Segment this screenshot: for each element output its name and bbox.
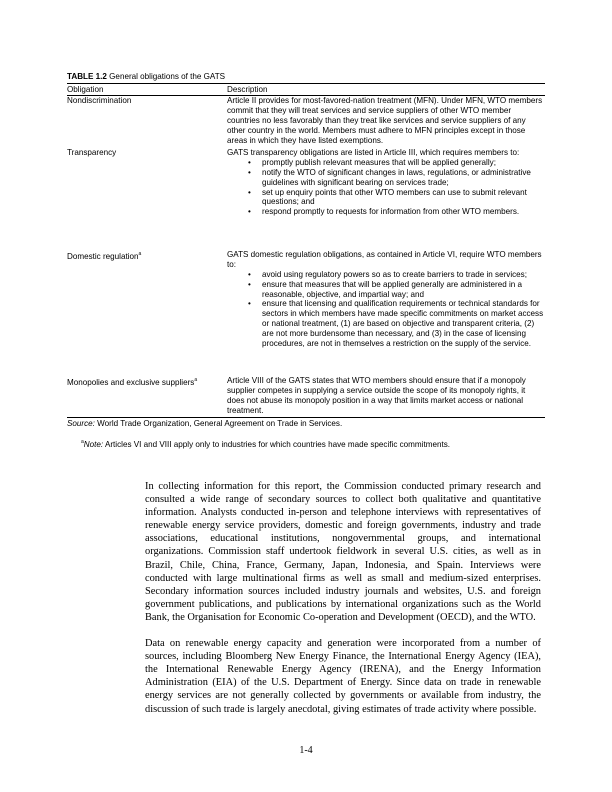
- body-paragraph: Data on renewable energy capacity and generation were incorporated from a number of sources, including Bloomberg New Energy Finance, the International Energy Agency (IEA), the International Renewable Energy Agency (IRENA), and the Energy Information Administration (EIA) of the U.S. Department of Energy. Since data on trade in renewable energy services are not generally collected by governments or available from industry, the discussion of such trade is largely anecdotal, giving estimates of trade activity where possible.: [145, 638, 541, 715]
- bullet-list: [227, 158, 545, 217]
- bullet-item: • set up enquiry points that other WTO members can use to submit relevant questions; and: [248, 188, 545, 208]
- bullet-list: [227, 270, 545, 349]
- row-description: Article II provides for most-favored-nation treatment (MFN). Under MFN, WTO members commit that they will treat services and service suppliers of other WTO member countries no less favorably than they treat like services and service suppliers of any other country in the world. Members must adhere to MFN principles except in those areas in which they have listed exemptions.: [227, 95, 543, 145]
- table-row: [67, 376, 545, 418]
- row-obligation-cell: [67, 250, 227, 376]
- row-obligation: Nondiscrimination: [67, 95, 132, 105]
- column-header-obligation: Obligation: [67, 84, 104, 94]
- row-obligation: Monopolies and exclusive suppliers: [67, 377, 195, 387]
- footnote-marker: a: [138, 250, 142, 257]
- source-label: Source:: [67, 418, 95, 428]
- row-obligation: Transparency: [67, 147, 117, 157]
- bullet-item: • ensure that licensing and qualification requirements or technical standards for sectors in which members have made specific commitments on market access or national treatment, (1) are based on objective and transparent criteria, (2) are not more burdensome than necessary, and (3) in the case of licensing procedures, are not in themselves a restriction on the supply of the service.: [248, 299, 545, 349]
- bullet-item: • avoid using regulatory powers so as to create barriers to trade in services;: [248, 270, 545, 280]
- page-number: 1-4: [299, 745, 313, 756]
- note-marker: a: [81, 438, 84, 445]
- bullet-item: • ensure that measures that will be applied generally are administered in a reasonable, objective, and impartial way; and: [248, 280, 545, 300]
- table-row: [67, 96, 545, 148]
- gats-obligations-table: [67, 72, 545, 450]
- bullet-item: • promptly publish relevant measures that will be applied generally;: [248, 158, 545, 168]
- row-description: GATS transparency obligations are listed in Article III, which requires members to:: [227, 147, 520, 157]
- row-description: GATS domestic regulation obligations, as contained in Article VI, require WTO members to:: [227, 249, 542, 269]
- column-header-description: Description: [227, 84, 268, 94]
- row-description: Article VIII of the GATS states that WTO members should ensure that if a monopoly supplier competes in supplying a service outside the scope of its monopoly rights, it does not abuse its monopoly position in a way that limits market access or national treatment.: [227, 375, 526, 415]
- table-source: [67, 419, 545, 429]
- row-obligation: Domestic regulation: [67, 251, 139, 261]
- table-header-row: [67, 83, 545, 96]
- table-row: [67, 148, 545, 250]
- bullet-item: • notify the WTO of significant changes in laws, regulations, or administrative guidelines with significant bearing on services trade;: [248, 168, 545, 188]
- body-paragraph: In collecting information for this report, the Commission conducted primary research and consulted a wide range of secondary sources to collect both qualitative and quantitative information. Analysts conducted in-person and telephone interviews with representatives of renewable energy service providers, domestic and foreign governments, industry and trade associations, educational institutions, nongovernmental groups, and international organizations. Commission staff undertook fieldwork in several U.S. cities, as well as in Brazil, Chile, China, France, Germany, Japan, Indonesia, and Spain. Interviews were conducted with large multinational firms as well as small and medium-sized enterprises. Secondary information sources included industry journals and websites, U.S. and foreign government publications, and publications by international organizations such as the World Bank, the Organisation for Economic Co-operation and Development (OECD), and the WTO.: [145, 481, 541, 623]
- table-note: [67, 438, 545, 450]
- table-caption: [67, 72, 545, 82]
- body-text: [145, 480, 541, 729]
- note-text: Articles VI and VIII apply only to industries for which countries have made specific commitments.: [104, 439, 450, 449]
- table-caption-label: TABLE 1.2: [67, 72, 107, 81]
- bullet-item: • respond promptly to requests for information from other WTO members.: [248, 207, 545, 217]
- footnote-marker: a: [194, 376, 198, 383]
- source-text: World Trade Organization, General Agreement on Trade in Services.: [97, 418, 343, 428]
- row-obligation-cell: [67, 376, 227, 417]
- table-row: [67, 250, 545, 376]
- note-label: Note:: [83, 439, 104, 449]
- table-caption-text: General obligations of the GATS: [109, 72, 226, 81]
